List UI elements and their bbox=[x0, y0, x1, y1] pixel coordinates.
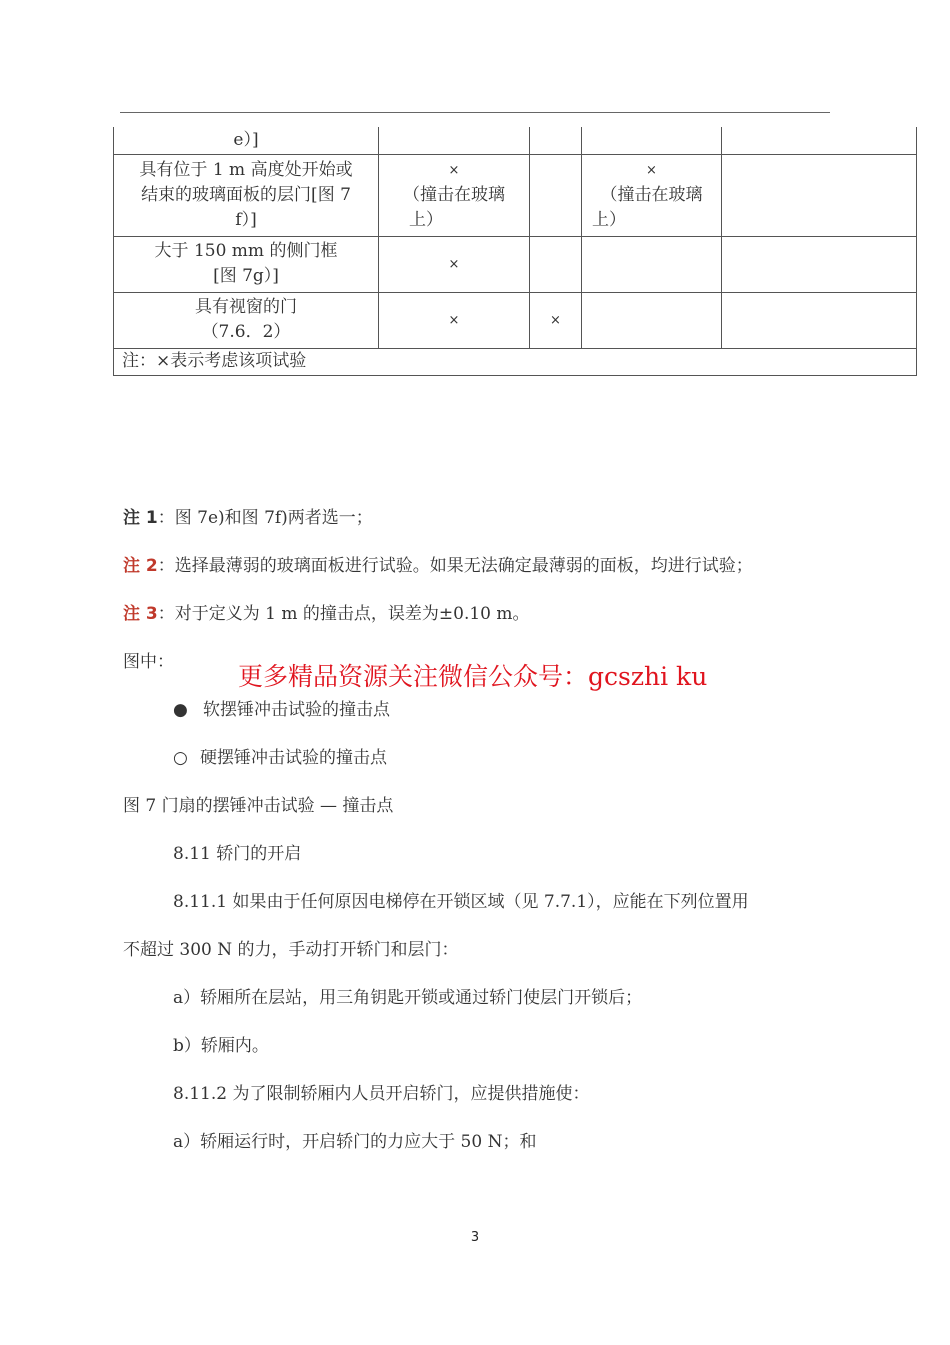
section-heading: 8.11 轿门的开启 bbox=[173, 844, 302, 864]
list-item-b: b）轿厢内。 bbox=[173, 1036, 269, 1056]
note-3: 注 3：对于定义为 1 m 的撞击点，误差为±0.10 m。 bbox=[123, 604, 530, 624]
paragraph-8-11-2: 8.11.2 为了限制轿厢内人员开启轿门，应提供措施使： bbox=[173, 1084, 590, 1104]
figure-caption: 图 7 门扇的摆锤冲击试验 — 撞击点 bbox=[123, 796, 394, 816]
cross-mark: × bbox=[379, 292, 530, 348]
row-label-cell: e）] bbox=[114, 127, 379, 154]
cross-mark: × bbox=[379, 236, 530, 292]
table-row bbox=[114, 236, 917, 292]
paragraph-8-11-1-cont: 不超过 300 N 的力，手动打开轿门和层门： bbox=[123, 940, 459, 960]
table-note: 注：×表示考虑该项试验 bbox=[114, 348, 917, 375]
table-row bbox=[114, 154, 917, 236]
watermark-text: 更多精品资源关注微信公众号：gcszhi ku bbox=[238, 662, 708, 691]
table-note-row bbox=[114, 348, 917, 375]
hollow-dot-icon: ○ bbox=[173, 748, 188, 768]
header-rule bbox=[120, 112, 830, 113]
legend-item: ● 软摆锤冲击试验的撞击点 bbox=[173, 700, 390, 720]
cross-mark: × bbox=[646, 162, 657, 178]
list-item-a: a）轿厢所在层站，用三角钥匙开锁或通过轿门使层门开锁后； bbox=[173, 988, 643, 1008]
test-cell: × （撞击在玻璃 上） bbox=[379, 154, 530, 236]
paragraph-8-11-1: 8.11.1 如果由于任何原因电梯停在开锁区域（见 7.7.1），应能在下列位置用 bbox=[173, 892, 749, 912]
legend-item: ○ 硬摆锤冲击试验的撞击点 bbox=[173, 748, 387, 768]
row-label-cell: 具有视窗的门 （7.6．2） bbox=[114, 292, 379, 348]
impact-test-table bbox=[113, 127, 917, 376]
list-item-a-2: a）轿厢运行时，开启轿门的力应大于 50 N；和 bbox=[173, 1132, 537, 1152]
table-row bbox=[114, 127, 917, 154]
cross-mark: × bbox=[448, 162, 460, 178]
filled-dot-icon: ● bbox=[173, 700, 188, 720]
row-label-cell: 大于 150 mm 的侧门框 [图 7g）] bbox=[114, 236, 379, 292]
cross-mark: × bbox=[530, 292, 582, 348]
table-row bbox=[114, 292, 917, 348]
note-2: 注 2：选择最薄弱的玻璃面板进行试验。如果无法确定最薄弱的面板，均进行试验； bbox=[123, 556, 753, 576]
page-number: 3 bbox=[470, 1230, 480, 1245]
row-label-cell: 具有位于 1 m 高度处开始或 结束的玻璃面板的层门[图 7 f）] bbox=[114, 154, 379, 236]
test-cell: × （撞击在玻璃 上） bbox=[582, 154, 722, 236]
legend-intro: 图中： bbox=[123, 652, 174, 672]
note-1: 注 1：图 7e)和图 7f)两者选一； bbox=[123, 508, 373, 528]
